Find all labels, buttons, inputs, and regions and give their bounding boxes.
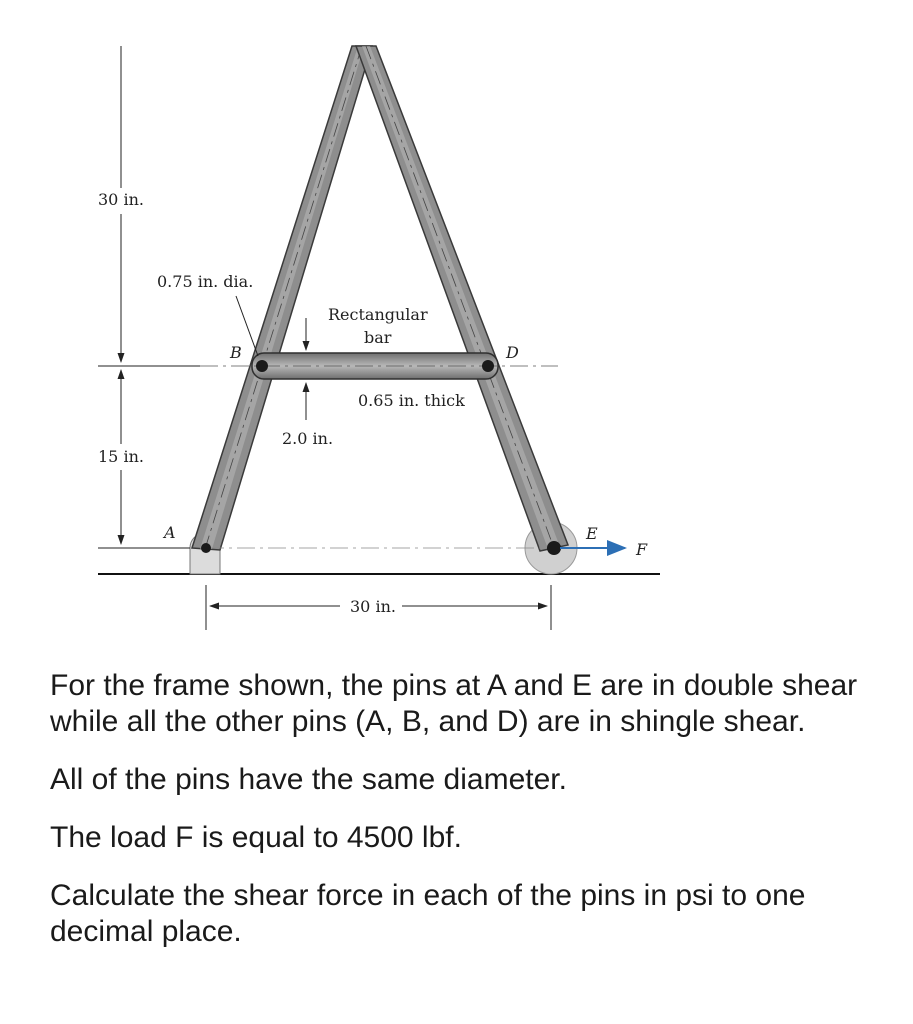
point-a-label: A [164, 523, 176, 542]
problem-paragraph-3: The load F is equal to 4500 lbf. [50, 821, 462, 854]
bar-width-label: 2.0 in. [282, 429, 334, 448]
pin-diameter-label: 0.75 in. dia. [157, 272, 254, 291]
problem-statement [50, 668, 890, 972]
pin-d [482, 360, 494, 372]
point-d-label: D [506, 343, 519, 362]
bar-type-label-2: bar [364, 328, 392, 347]
pin-e [547, 541, 561, 555]
right-leg-member [356, 46, 568, 551]
height-lower-label: 15 in. [98, 447, 144, 466]
problem-paragraph-2: All of the pins have the same diameter. [50, 763, 567, 796]
point-b-label: B [230, 343, 242, 362]
left-leg-member [192, 46, 372, 550]
problem-paragraph-4: Calculate the shear force in each of the pins in psi to one decimal place. [50, 879, 806, 948]
height-upper-label: 30 in. [98, 190, 144, 209]
base-width-label: 30 in. [350, 597, 396, 616]
problem-paragraph-1: For the frame shown, the pins at A and E are in double shear while all the other pins (A, B, and D) are in shingle shear. [50, 669, 858, 738]
force-label: F [636, 540, 648, 559]
pin-b [256, 360, 268, 372]
point-e-label: E [586, 524, 598, 543]
bar-type-label-1: Rectangular [328, 305, 428, 324]
thickness-label: 0.65 in. thick [358, 391, 465, 410]
pin-a [201, 543, 211, 553]
vertical-dimension [98, 46, 200, 548]
